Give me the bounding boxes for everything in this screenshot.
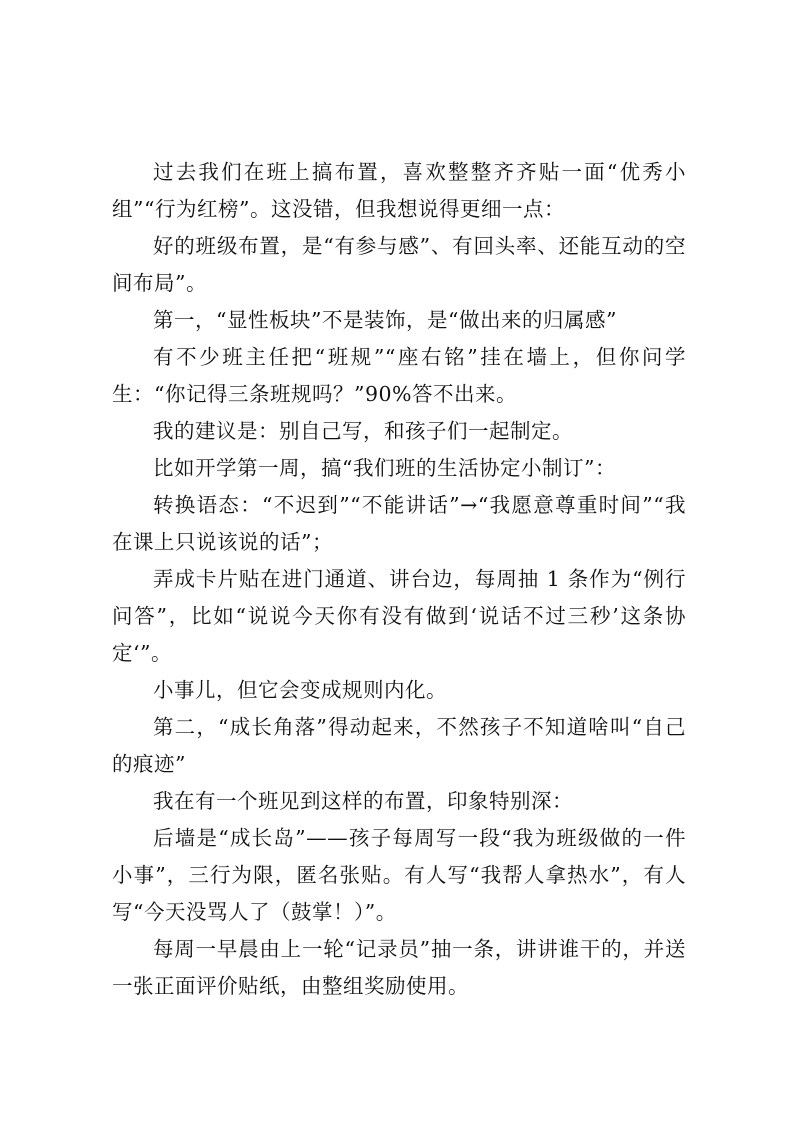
paragraph-intro: 过去我们在班上搞布置，喜欢整整齐齐贴一面“优秀小组”“行为红榜”。这没错，但我想说得更细一点： (112, 160, 686, 221)
paragraph-suggestion: 我的建议是：别自己写，和孩子们一起制定。 (153, 419, 573, 443)
paragraph-good-layout: 好的班级布置，是“有参与感”、有回头率、还能互动的空间布局”。 (112, 234, 686, 295)
section-heading-first: 第一，“显性板块”不是装饰，是“做出来的归属感” (153, 308, 617, 332)
paragraph-growth-island: 后墙是“成长岛”——孩子每周写一段“我为班级做的一件小事”，三行为限，匿名张贴。有人写“我帮人拿热水”，有人写“今天没骂人了（鼓掌！）”。 (112, 826, 686, 924)
paragraph-class-rules: 有不少班主任把“班规”“座右铭”挂在墙上，但你问学生：“你记得三条班规吗？”90%答不出来。 (112, 345, 686, 406)
section-heading-second: 第二，“成长角落”得动起来，不然孩子不知道啥叫“自己的痕迹” (112, 715, 686, 776)
paragraph-tone-change: 转换语态：“不迟到”“不能讲话”→“我愿意尊重时间”“我在课上只说该说的话”； (112, 493, 686, 554)
document-body (112, 154, 686, 1005)
paragraph-internalize: 小事儿，但它会变成规则内化。 (153, 678, 447, 702)
paragraph-first-week: 比如开学第一周，搞“我们班的生活协定小制订”： (153, 456, 616, 480)
paragraph-example-class: 我在有一个班见到这样的布置，印象特别深： (153, 789, 573, 813)
paragraph-cards: 弄成卡片贴在进门通道、讲台边，每周抽 1 条作为“例行问答”，比如“说说今天你有没有做到‘说话不过三秒’这条协定‘”。 (112, 567, 686, 665)
paragraph-recorder: 每周一早晨由上一轮“记录员”抽一条，讲讲谁干的，并送一张正面评价贴纸，由整组奖励使用。 (112, 937, 686, 998)
